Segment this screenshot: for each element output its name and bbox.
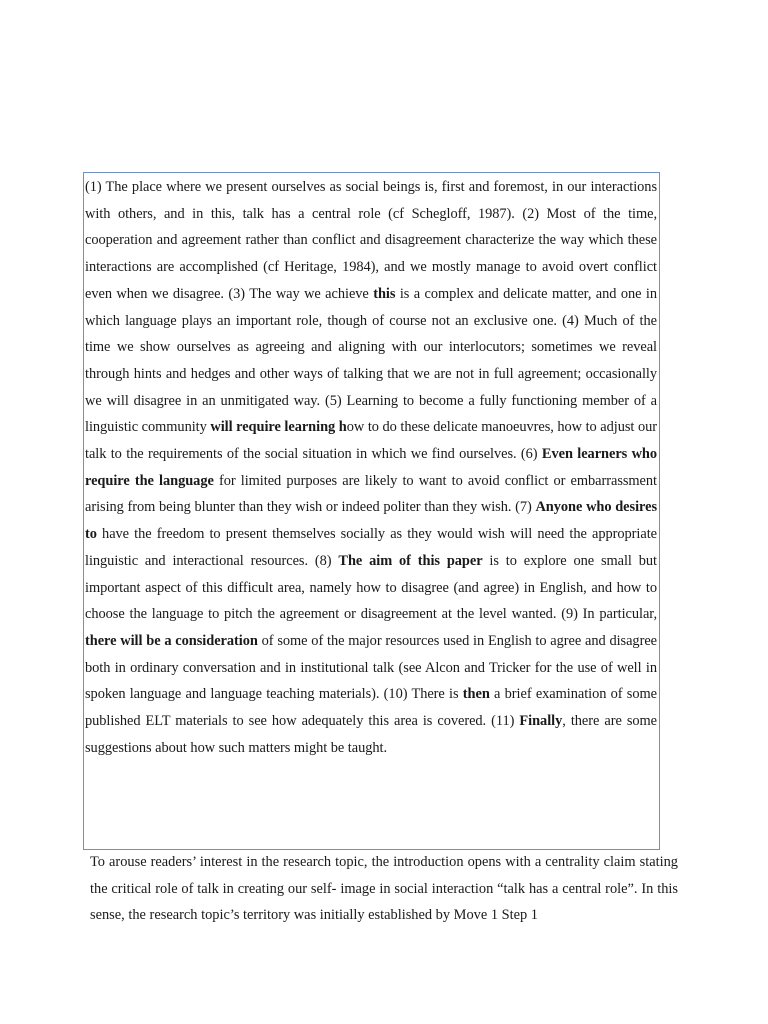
text-run: is a complex and delicate matter, and one in which language plays an important role, though of course not an exclusive one. (4) Much of the time we show ourselves as agreeing and aligning with our interlocutors; sometimes we reveal through hints and hedges and other ways of talking that we are not in full agreement; occasionally we will disagree in an unmitigated way. (5) Learning to become a fully functioning member of a linguistic community — [85, 285, 657, 436]
text-run: (1) The place where we present ourselves as social beings is, first and foremost, in our interactions with others, and in this, talk has a central role (cf Schegloff, 1987). (2) Most of the time, cooperation and agreement rather than conflict and disagreement characterize the way which these interactions are accomplished (cf Heritage, 1984), and we mostly manage to avoid overt conflict even when we disagree. (3) The way we achieve — [85, 179, 657, 302]
text-run: have the freedom to present themselves socially as they would wish will need the appropriate linguistic and interactional resources. (8) — [85, 526, 657, 569]
excerpt-text-box — [83, 172, 660, 850]
text-run: ow to do these delicate manoeuvres, how to adjust our talk to the requirements of the social situation in which we find ourselves. (6) — [85, 419, 657, 463]
emphasized-phrase: will require learning h — [210, 419, 347, 436]
text-run: is to explore one small but important aspect of this difficult area, namely how to disagree (and agree) in English, and how to choose the language to pitch the agreement or disagreement at the level wanted. (9) In particular, — [85, 552, 657, 623]
emphasized-phrase: then — [462, 686, 490, 703]
text-run: , there are some suggestions about how such matters might be taught. — [85, 713, 657, 756]
emphasized-phrase: Even learners who require the language — [85, 446, 658, 489]
emphasized-phrase: The aim of this paper — [338, 552, 483, 569]
excerpt-paragraph — [85, 174, 657, 761]
emphasized-phrase: Anyone who desires to — [85, 499, 657, 543]
emphasized-phrase: there will be a consideration — [85, 632, 258, 649]
text-run: a brief examination of some published ELT materials to see how adequately this area is covered. (11) — [85, 686, 657, 730]
text-run: of some of the major resources used in English to agree and disagree both in ordinary conversation and in institutional talk (see Alcon and Tricker for the use of well in spoken language and language teaching materials). (10) There is — [85, 632, 657, 703]
text-run: for limited purposes are likely to want to avoid conflict or embarrassment arising from being blunter than they wish or indeed politer than they wish. (7) — [85, 472, 657, 516]
commentary-paragraph: To arouse readers’ interest in the research topic, the introduction opens with a centrality claim stating the critical role of talk in creating our self- image in social interaction “talk has a central role”. In this sense, the research topic’s territory was initially established by Move 1 Step 1 — [90, 854, 678, 924]
emphasized-phrase: this — [373, 285, 396, 302]
commentary-section — [90, 849, 678, 929]
emphasized-phrase: Finally — [519, 713, 563, 730]
